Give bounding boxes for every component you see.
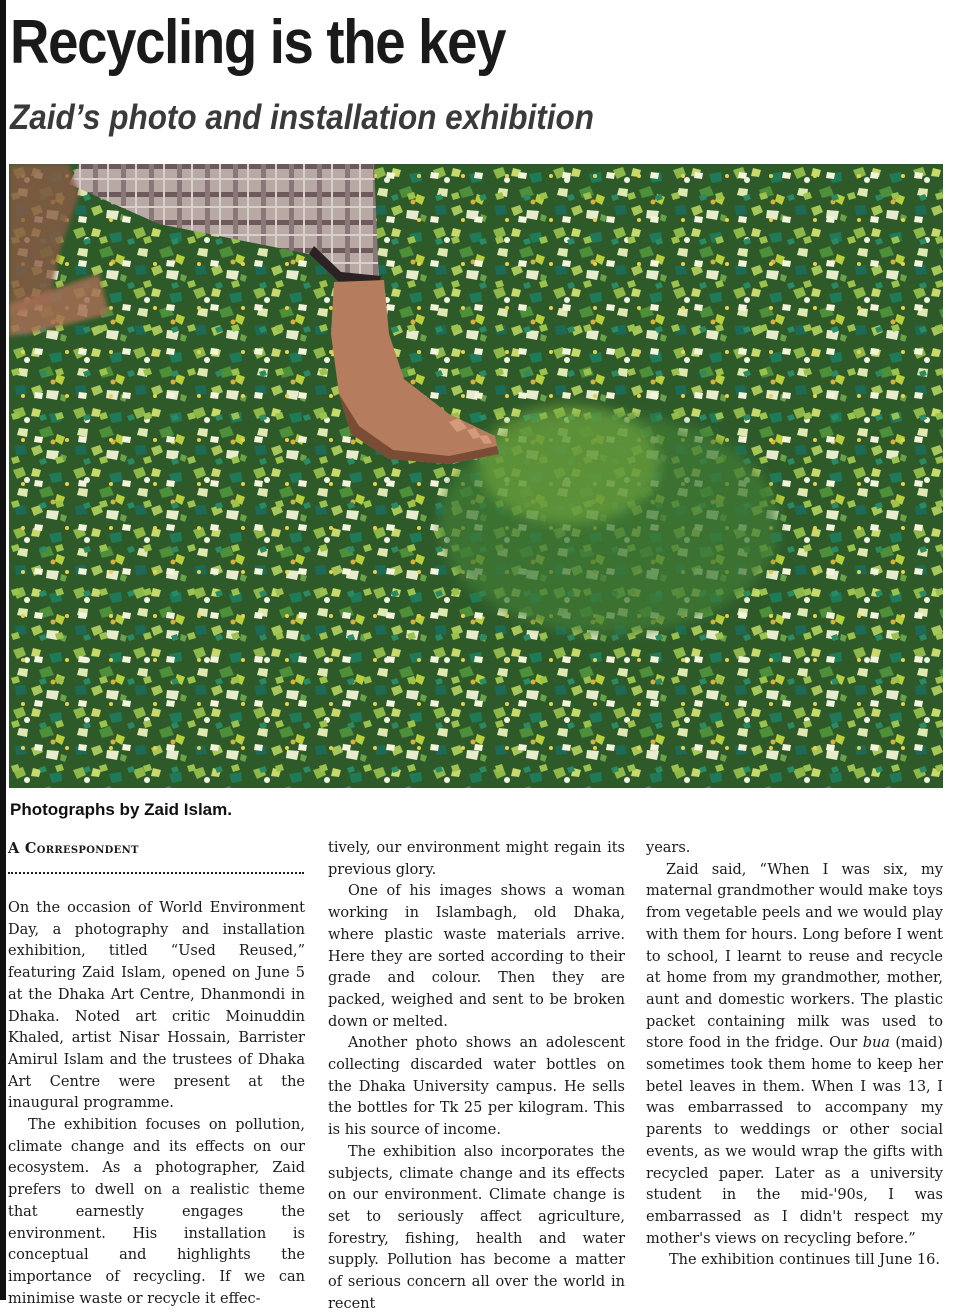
text-column-3	[646, 838, 943, 1272]
photo-caption: Photographs by Zaid Islam.	[10, 800, 232, 819]
article-photo	[9, 164, 943, 788]
closing-line: The exhibition continues till June 16.	[668, 1252, 941, 1269]
subheadline: Zaid’s photo and installation exhibition	[10, 98, 594, 137]
paragraph: The exhibition focuses on pollution, climate change and its effects on our ecosystem. As a photographer, Zaid prefers to dwell on a realistic theme that earnestly engages the environment. His installation is conceptual and highlights the importance of recycling. If we can minimise waste or recycle it effec-	[8, 1117, 305, 1307]
paragraph: One of his images shows a woman working in Islambagh, old Dhaka, where plastic waste materials arrive. Here they are sorted according to their grade and colour. Then they are packed, weighed and sent to be broken down or melted.	[328, 883, 625, 1030]
paragraph: years.	[646, 840, 691, 856]
headline: Recycling is the key	[10, 8, 506, 77]
photo-illustration	[9, 164, 943, 788]
text-column-2	[328, 838, 625, 1315]
left-edge-bar	[0, 0, 6, 1300]
paragraph: The exhibition also incorporates the subjects, climate change and its effects on our environment. Climate change is set to seriously affect agriculture, forestry, fishing, health and water supply. Pollution has become a matter of serious concern all over the world in recent	[328, 1143, 625, 1312]
quote-italic-word: bua	[862, 1035, 890, 1052]
paragraph: Another photo shows an adolescent collecting discarded water bottles on the Dhaka University campus. He sells the bottles for Tk 25 per kilogram. This is his source of income.	[328, 1035, 625, 1139]
byline: A Correspondent	[8, 840, 139, 857]
paragraph: On the occasion of World Environment Day, a photography and installation exhibition, titled “Used Reused,” featuring Zaid Islam, opened on June 5 at the Dhaka Art Centre, Dhanmondi in Dhaka. Noted art critic Moinuddin Khaled, artist Nisar Hossain, Barrister Amirul Islam and the trustees of Dhaka Art Centre were present at the inaugural programme.	[8, 900, 305, 1112]
paragraph: tively, our environment might regain its previous glory.	[328, 840, 625, 878]
paragraph-quote	[646, 860, 943, 1251]
text-column-1	[8, 838, 305, 1310]
quote-part: Zaid said, “When I was six, my maternal grandmother would make toys from vegetable peels and we would play with them for hours. Long before I went to school, I learnt to reuse and recycle at home from my grandmother, mother, aunt and domestic workers. The plastic packet containing milk was used to store food in the fridge. Our	[646, 861, 943, 1052]
quote-part: (maid) sometimes took them home to keep her betel leaves in them. When I was 13, I was embarrassed to accompany my parents to weddings or other social events, as we would wrap the gifts with recycled paper. Later as a university student in the mid-'90s, I was embarrassed as I didn't respect my mother's views on recycling before.”	[646, 1035, 943, 1247]
byline-divider	[8, 872, 304, 874]
